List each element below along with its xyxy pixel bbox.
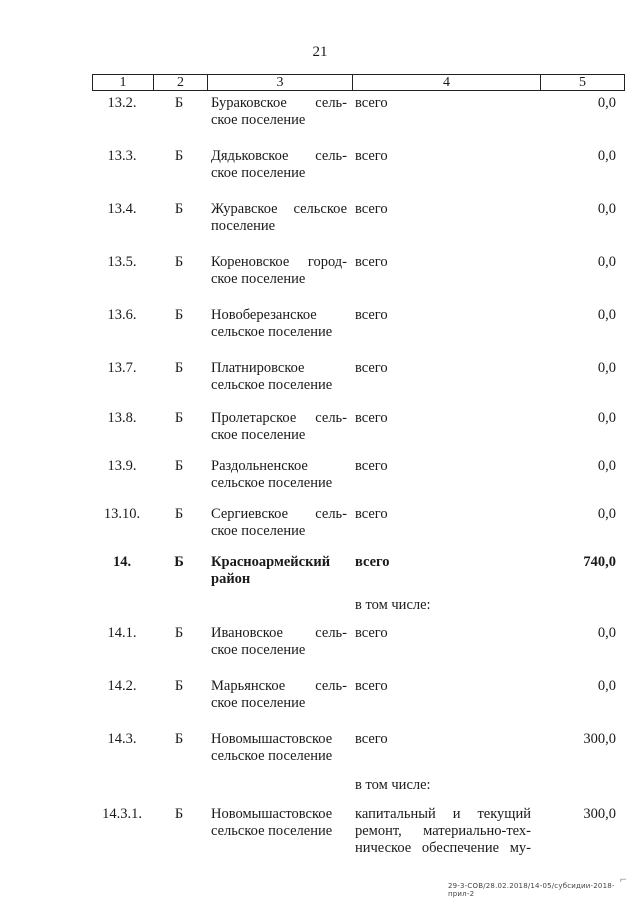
header-col-1: 1 bbox=[93, 75, 154, 90]
table-header bbox=[92, 74, 625, 91]
row-value: 0,0 bbox=[597, 678, 616, 694]
row-value: 300,0 bbox=[583, 806, 616, 822]
row-type: всего bbox=[355, 731, 388, 747]
row-value: 0,0 bbox=[597, 254, 616, 270]
row-type: всего bbox=[355, 148, 388, 164]
row-category: Б bbox=[174, 806, 184, 822]
row-number: 13.4. bbox=[107, 201, 137, 217]
row-name: Раздольненское сельское поселение bbox=[211, 458, 333, 491]
row-category: Б bbox=[174, 360, 184, 376]
row-type: всего bbox=[355, 201, 388, 217]
row-type: всего bbox=[355, 458, 388, 474]
header-col-3: 3 bbox=[208, 75, 353, 90]
row-number: 14.3.1. bbox=[102, 806, 142, 822]
row-name: Ивановское сель- ское поселение bbox=[211, 625, 347, 658]
row-name: Марьянское сель- ское поселение bbox=[211, 678, 347, 711]
row-type: всего bbox=[355, 360, 388, 376]
row-value: 0,0 bbox=[597, 95, 616, 111]
row-name: Новомышастовское сельское поселение bbox=[211, 731, 333, 764]
row-type-multiline: капитальный и текущий ремонт, материально-тех- ническое обеспечение му- bbox=[355, 806, 531, 856]
row-category: Б bbox=[174, 307, 184, 323]
row-name: Платнировское сельское поселение bbox=[211, 360, 333, 393]
footer-document-code: 29-3-СОВ/28.02.2018/14-05/субсидии-2018-прил-2 bbox=[448, 882, 615, 898]
row-category: Б bbox=[174, 678, 184, 694]
row-category: Б bbox=[174, 458, 184, 474]
row-number: 13.8. bbox=[107, 410, 137, 426]
header-col-5: 5 bbox=[579, 75, 586, 90]
row-type: всего bbox=[355, 95, 388, 111]
row-name: Сергиевское сель- ское поселение bbox=[211, 506, 347, 539]
subtotal-label: в том числе: bbox=[355, 597, 431, 613]
row-type: всего bbox=[355, 554, 390, 570]
row-name: Красноармейский район bbox=[211, 554, 331, 587]
row-category: Б bbox=[174, 731, 184, 747]
row-number: 13.5. bbox=[107, 254, 137, 270]
row-type: всего bbox=[355, 307, 388, 323]
row-category: Б bbox=[174, 254, 184, 270]
row-category: Б bbox=[174, 506, 184, 522]
row-category: Б bbox=[174, 148, 184, 164]
row-value: 0,0 bbox=[597, 148, 616, 164]
row-number: 13.3. bbox=[107, 148, 137, 164]
row-number: 13.2. bbox=[107, 95, 137, 111]
row-number: 14.2. bbox=[107, 678, 137, 694]
row-type: всего bbox=[355, 678, 388, 694]
row-value: 0,0 bbox=[597, 201, 616, 217]
row-name: Бураковское сель- ское поселение bbox=[211, 95, 347, 128]
footer-mark-icon: ⌐ bbox=[620, 872, 627, 886]
row-category: Б bbox=[174, 625, 184, 641]
row-value: 0,0 bbox=[597, 307, 616, 323]
row-number: 13.7. bbox=[107, 360, 137, 376]
row-category: Б bbox=[174, 410, 184, 426]
subtotal-label: в том числе: bbox=[355, 777, 431, 793]
row-value: 0,0 bbox=[597, 506, 616, 522]
row-name: Кореновское город- ское поселение bbox=[211, 254, 347, 287]
row-type: всего bbox=[355, 410, 388, 426]
row-value: 0,0 bbox=[597, 625, 616, 641]
row-type: всего bbox=[355, 625, 388, 641]
row-name: Новомышастовское сельское поселение bbox=[211, 806, 333, 839]
row-type: всего bbox=[355, 506, 388, 522]
row-number: 13.10. bbox=[103, 506, 141, 522]
row-name: Пролетарское сель- ское поселение bbox=[211, 410, 347, 443]
row-number: 13.6. bbox=[107, 307, 137, 323]
row-number: 14.3. bbox=[107, 731, 137, 747]
row-number: 14.1. bbox=[107, 625, 137, 641]
row-name: Дядьковское сель- ское поселение bbox=[211, 148, 347, 181]
row-type: всего bbox=[355, 254, 388, 270]
header-col-2: 2 bbox=[154, 75, 208, 90]
row-value: 300,0 bbox=[583, 731, 616, 747]
row-number: 13.9. bbox=[107, 458, 137, 474]
row-number: 14. bbox=[112, 554, 132, 570]
row-value: 0,0 bbox=[597, 360, 616, 376]
row-category: Б bbox=[174, 201, 184, 217]
header-col-4: 4 bbox=[353, 75, 541, 90]
row-name: Новоберезанское сельское поселение bbox=[211, 307, 333, 340]
row-category: Б bbox=[174, 554, 184, 570]
row-value: 0,0 bbox=[597, 410, 616, 426]
row-category: Б bbox=[174, 95, 184, 111]
row-value: 740,0 bbox=[583, 554, 616, 570]
row-value: 0,0 bbox=[597, 458, 616, 474]
row-name: Журавское сельское поселение bbox=[211, 201, 347, 234]
page-number: 21 bbox=[312, 44, 328, 60]
